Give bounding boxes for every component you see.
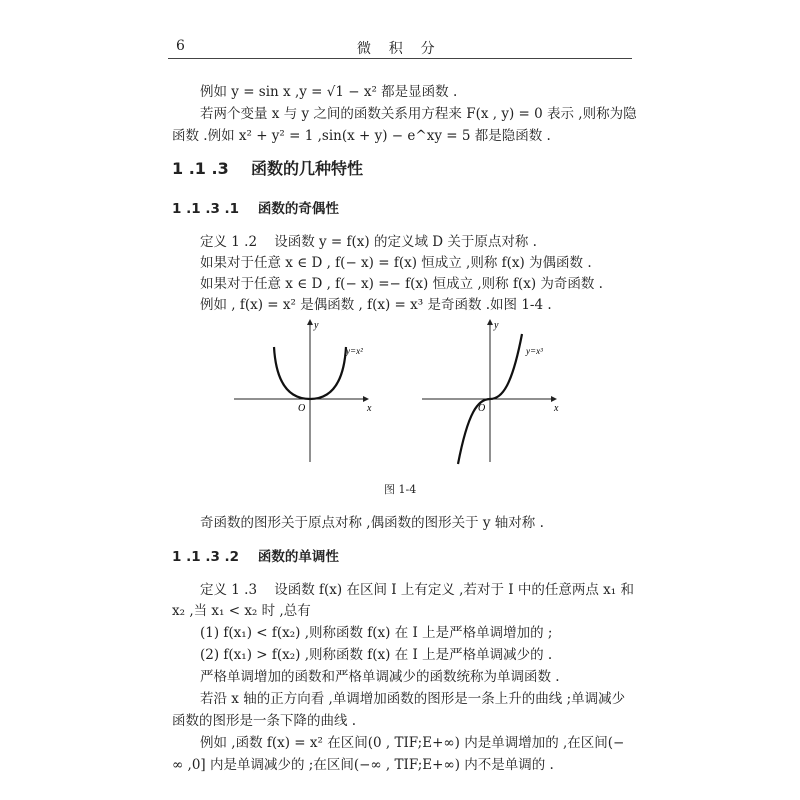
text-line: 函数 .例如 x² + y² = 1 ,sin(x + y) − e^xy = 5 都是隐函数 .	[172, 128, 551, 144]
text-line: x₂ ,当 x₁ < x₂ 时 ,总有	[172, 603, 311, 619]
text-line: 若两个变量 x 与 y 之间的函数关系用方程来 F(x , y) = 0 表示 ,则称为隐	[200, 106, 637, 122]
origin-label: O	[478, 403, 486, 414]
header-rule	[168, 58, 632, 59]
running-title: 微 积 分	[357, 41, 435, 57]
even-function-plot	[234, 320, 372, 462]
text-line: 如果对于任意 x ∈ D , f(− x) =− f(x) 恒成立 ,则称 f(x) 为奇函数 .	[200, 276, 603, 292]
x-axis-label: x	[367, 403, 372, 414]
section-heading: 1 .1 .3 函数的几种特性	[172, 159, 363, 178]
y-axis-label: y	[314, 320, 319, 331]
text-line: 严格单调增加的函数和严格单调减少的函数统称为单调函数 .	[200, 669, 560, 685]
text-line: (2) f(x₁) > f(x₂) ,则称函数 f(x) 在 I 上是严格单调减少的 .	[200, 647, 553, 663]
y-axis-label: y	[494, 320, 499, 331]
figure-caption: 图 1-4	[384, 483, 417, 496]
text-line: 例如 , f(x) = x² 是偶函数 , f(x) = x³ 是奇函数 .如图 1-4 .	[200, 297, 552, 313]
odd-function-plot	[422, 320, 559, 464]
definition-line: 定义 1 .2 设函数 y = f(x) 的定义域 D 关于原点对称 .	[200, 234, 537, 250]
subsection-heading: 1 .1 .3 .1 函数的奇偶性	[172, 201, 339, 217]
x-axis-label: x	[554, 403, 559, 414]
text-line: 若沿 x 轴的正方向看 ,单调增加函数的图形是一条上升的曲线 ;单调减少	[200, 691, 626, 707]
origin-label: O	[298, 403, 306, 414]
text-line: 例如 ,函数 f(x) = x² 在区间(0 , TIF;E+∞) 内是单调增加的 ,在区间(−	[200, 735, 625, 751]
curve-label: y=x³	[526, 346, 543, 356]
definition-line: 定义 1 .3 设函数 f(x) 在区间 I 上有定义 ,若对于 I 中的任意两点 x₁ 和	[200, 582, 634, 598]
text-line: 奇函数的图形关于原点对称 ,偶函数的图形关于 y 轴对称 .	[200, 515, 544, 531]
text-line: (1) f(x₁) < f(x₂) ,则称函数 f(x) 在 I 上是严格单调增加的 ;	[200, 625, 553, 641]
text-line: ∞ ,0] 内是单调减少的 ;在区间(−∞ , TIF;E+∞) 内不是单调的 .	[172, 757, 554, 773]
text-line: 例如 y = sin x ,y = √1 − x² 都是显函数 .	[200, 84, 458, 100]
page-number: 6	[176, 38, 185, 54]
subsection-heading: 1 .1 .3 .2 函数的单调性	[172, 549, 339, 565]
text-line: 函数的图形是一条下降的曲线 .	[172, 713, 357, 729]
text-line: 如果对于任意 x ∈ D , f(− x) = f(x) 恒成立 ,则称 f(x) 为偶函数 .	[200, 255, 592, 271]
figure-1-4	[220, 312, 580, 472]
curve-label: y=x²	[346, 346, 363, 356]
